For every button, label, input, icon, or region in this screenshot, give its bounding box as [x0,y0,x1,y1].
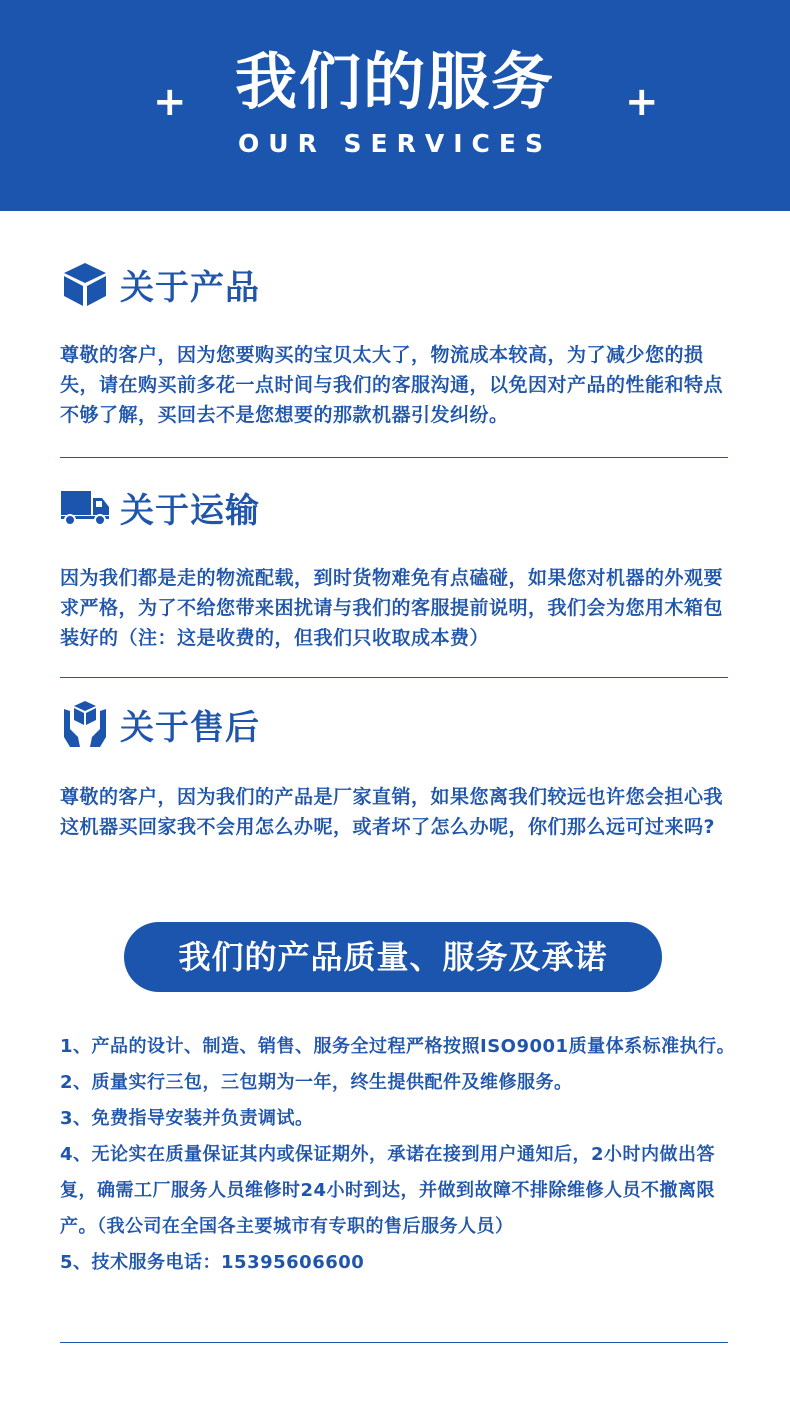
divider [60,677,728,678]
hands-box-icon [60,699,110,749]
page-subtitle: OUR SERVICES [238,129,552,158]
commitment-list [60,1029,740,1281]
section-product-header [60,259,260,309]
box-icon [60,259,110,309]
section-shipping-header [60,482,260,532]
plus-decoration-right: + [625,79,659,125]
section-product-text: 尊敬的客户，因为您要购买的宝贝太大了，物流成本较高，为了减少您的损失，请在购买前多花一点时间与我们的客服沟通，以免因对产品的性能和特点不够了解，买回去不是您想要的那款机器引发纠纷。 [60,344,724,426]
section-aftersales-text: 尊敬的客户，因为我们的产品是厂家直销，如果您离我们较远也许您会担心我这机器买回家我不会用怎么办呢，或者坏了怎么办呢，你们那么远可过来吗? [60,786,724,838]
header-banner [0,0,790,211]
list-item: 2、质量实行三包，三包期为一年，终生提供配件及维修服务。 [60,1072,573,1093]
section-aftersales-header [60,699,260,749]
section-heading: 关于运输 [120,490,260,531]
section-shipping-text: 因为我们都是走的物流配载，到时货物难免有点磕碰，如果您对机器的外观要求严格，为了不给您带来困扰请与我们的客服提前说明，我们会为您用木箱包装好的（注：这是收费的，但我们只收取成本费） [60,567,724,649]
plus-decoration-left: + [153,79,187,125]
divider [60,1342,728,1343]
list-item: 5、技术服务电话：15395606600 [60,1252,365,1273]
list-item: 1、产品的设计、制造、销售、服务全过程严格按照ISO9001质量体系标准执行。 [60,1036,736,1057]
section-heading: 关于产品 [120,267,260,308]
commitment-banner: 我们的产品质量、服务及承诺 [124,922,662,992]
list-item: 4、无论实在质量保证其内或保证期外，承诺在接到用户通知后，2小时内做出答复，确需工厂服务人员维修时24小时到达，并做到故障不排除维修人员不撤离限产。（我公司在全国各主要城市有专职的售后服务人员） [60,1144,716,1237]
page-title: 我们的服务 [234,45,555,118]
section-heading: 关于售后 [120,707,260,748]
divider [60,457,728,458]
truck-icon [60,482,110,532]
list-item: 3、免费指导安装并负责调试。 [60,1108,314,1129]
